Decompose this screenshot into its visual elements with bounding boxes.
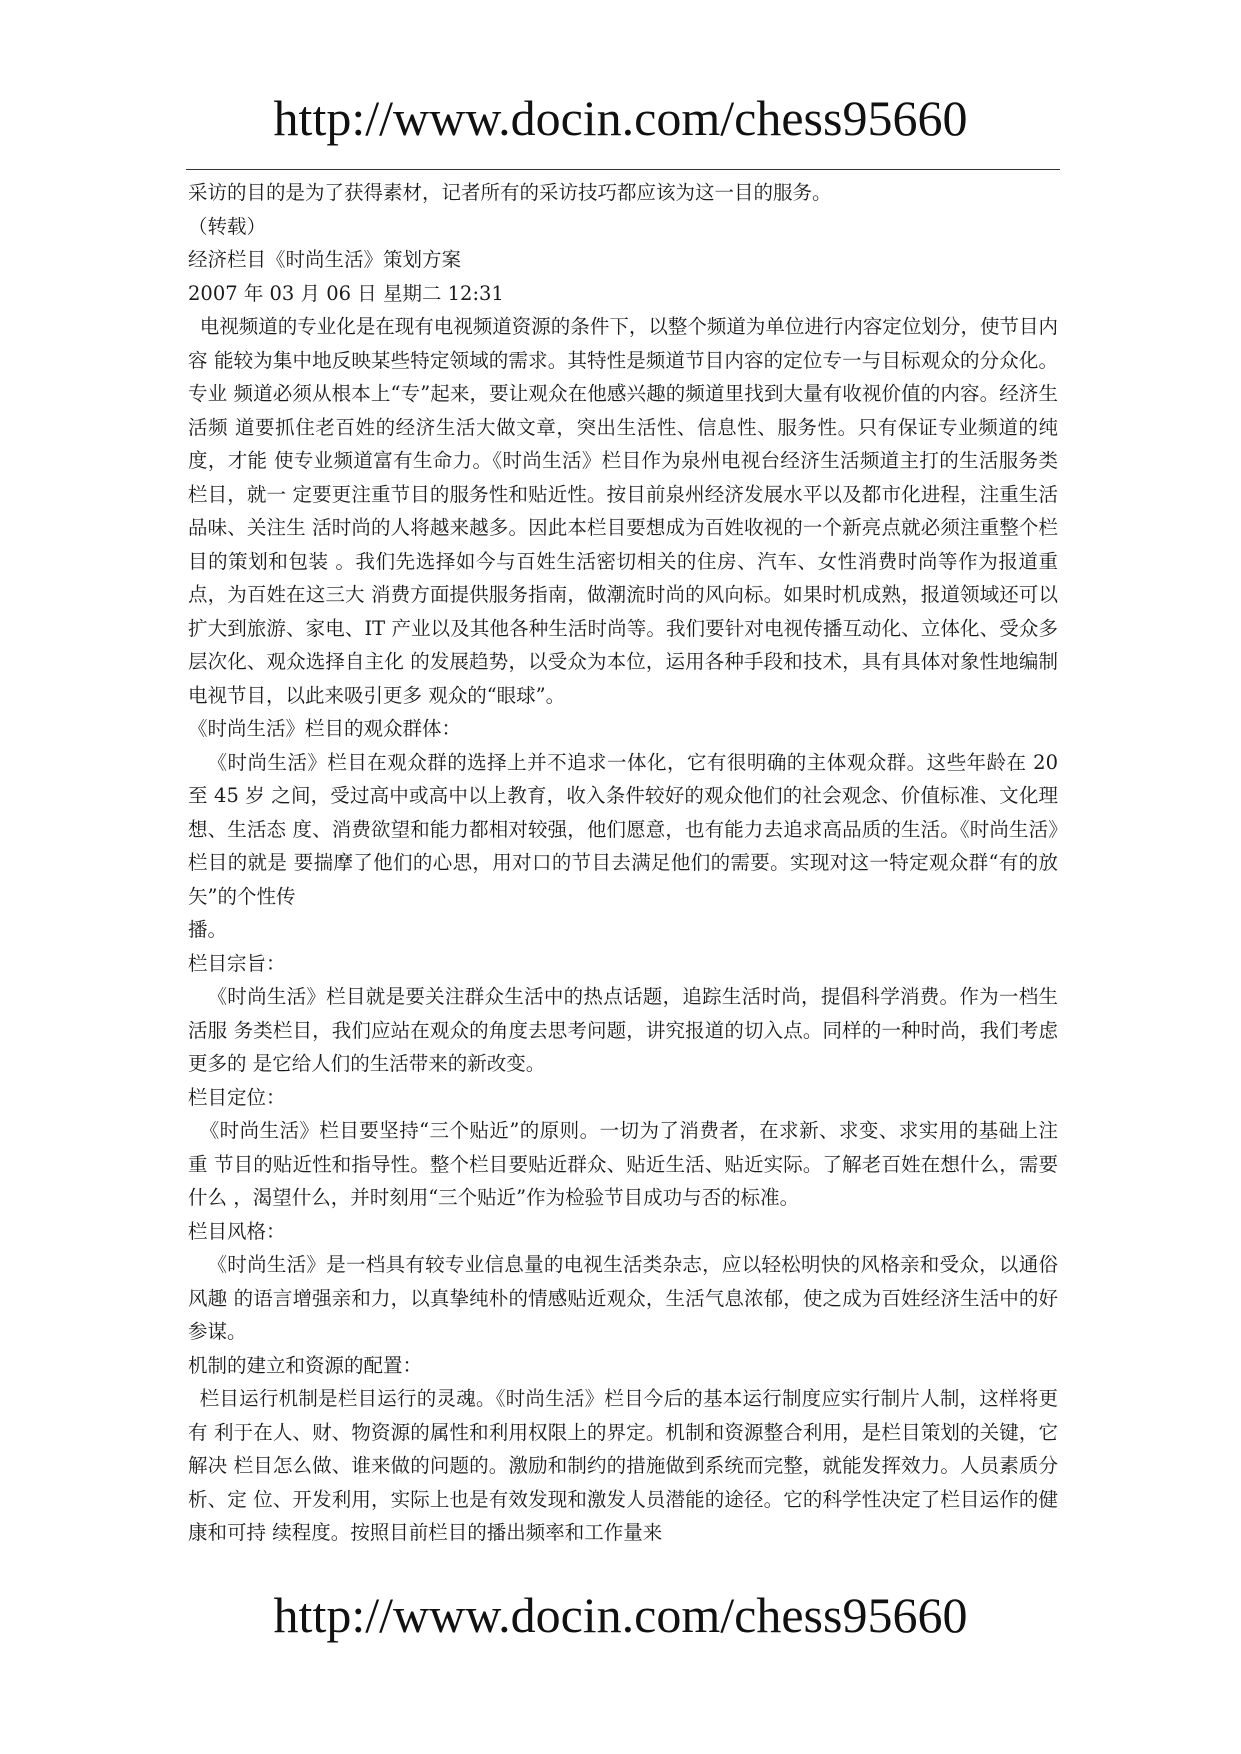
document-body [188, 176, 1058, 1550]
heading-purpose: 栏目宗旨： [188, 951, 286, 975]
footer-url: http://www.docin.com/chess95660 [273, 1587, 968, 1643]
header-url: http://www.docin.com/chess95660 [273, 90, 968, 146]
paragraph-purpose: 《时尚生活》栏目就是要关注群众生活中的热点话题，追踪生活时尚，提倡科学消费。作为一档生活服 务类栏目，我们应站在观众的角度去思考问题，讲究报道的切入点。同样的一种时尚，我们考虑更多的 是它给人们的生活带来的新改变。 [188, 985, 1058, 1075]
article-date: 2007 年 03 月 06 日 星期二 12:31 [188, 281, 504, 305]
paragraph-style: 《时尚生活》是一档具有较专业信息量的电视生活类杂志，应以轻松明快的风格亲和受众，以通俗风趣 的语言增强亲和力，以真挚纯朴的情感贴近观众，生活气息浓郁，使之成为百姓经济生活中的好参谋。 [188, 1253, 1058, 1343]
paragraph-audience-tail: 播。 [188, 918, 228, 941]
header-divider [186, 169, 1060, 170]
repost-note: （转载） [188, 214, 267, 238]
heading-mechanism: 机制的建立和资源的配置： [188, 1353, 423, 1377]
heading-audience: 《时尚生活》栏目的观众群体： [188, 717, 462, 740]
heading-position: 栏目定位： [188, 1085, 286, 1109]
paragraph-intro: 电视频道的专业化是在现有电视频道资源的条件下，以整个频道为单位进行内容定位划分，使节目内容 能较为集中地反映某些特定领域的需求。其特性是频道节目内容的定位专一与目标观众的分众化。专业 频道必须从根本上“专”起来，要让观众在他感兴趣的频道里找到大量有收视价值的内容。经济生活频 道要抓住老百姓的经济生活大做文章，突出生活性、信息性、服务性。只有保证专业频道的纯度，才能 使专业频道富有生命力。《时尚生活》栏目作为泉州电视台经济生活频道主打的生活服务类栏目，就一 定要更注重节目的服务性和贴近性。按目前泉州经济发展水平以及都市化进程，注重生活品味、关注生 活时尚的人将越来越多。因此本栏目要想成为百姓收视的一个新亮点就必须注重整个栏目的策划和包装 。我们先选择如今与百姓生活密切相关的住房、汽车、女性消费时尚等作为报道重点，为百姓在这三大 消费方面提供服务指南，做潮流时尚的风向标。如果时机成熟，报道领域还可以扩大到旅游、家电、IT 产业以及其他各种生活时尚等。我们要针对电视传播互动化、立体化、受众多层次化、观众选择自主化 的发展趋势，以受众为本位，运用各种手段和技术，具有具体对象性地编制电视节目，以此来吸引更多 观众的“眼球”。 [188, 315, 1058, 707]
article-title: 经济栏目《时尚生活》策划方案 [188, 248, 462, 271]
heading-style: 栏目风格： [188, 1219, 286, 1243]
paragraph-mechanism: 栏目运行机制是栏目运行的灵魂。《时尚生活》栏目今后的基本运行制度应实行制片人制，这样将更有 利于在人、财、物资源的属性和利用权限上的界定。机制和资源整合利用，是栏目策划的关键，它解决 栏目怎么做、谁来做的问题的。激励和制约的措施做到系统而完整，就能发挥效力。人员素质分析、定 位、开发利用，实际上也是有效发现和激发人员潜能的途径。它的科学性决定了栏目运作的健康和可持 续程度。按照目前栏目的播出频率和工作量来 [188, 1387, 1058, 1544]
paragraph-position: 《时尚生活》栏目要坚持“三个贴近”的原则。一切为了消费者，在求新、求变、求实用的基础上注重 节目的贴近性和指导性。整个栏目要贴近群众、贴近生活、贴近实际。了解老百姓在想什么，需要什么 ，渴望什么，并时刻用“三个贴近”作为检验节目成功与否的标准。 [188, 1119, 1058, 1209]
paragraph-audience: 《时尚生活》栏目在观众群的选择上并不追求一体化，它有很明确的主体观众群。这些年龄在 20 至 45 岁 之间，受过高中或高中以上教育，收入条件较好的观众他们的社会观念、价值标准、文化理想、生活态 度、消费欲望和能力都相对较强，他们愿意，也有能力去追求高品质的生活。《时尚生活》栏目的就是 要揣摩了他们的心思，用对口的节目去满足他们的需要。实现对这一特定观众群“有的放矢”的个性传 [188, 750, 1058, 908]
intro-line: 采访的目的是为了获得素材，记者所有的采访技巧都应该为这一目的服务。 [188, 181, 832, 204]
